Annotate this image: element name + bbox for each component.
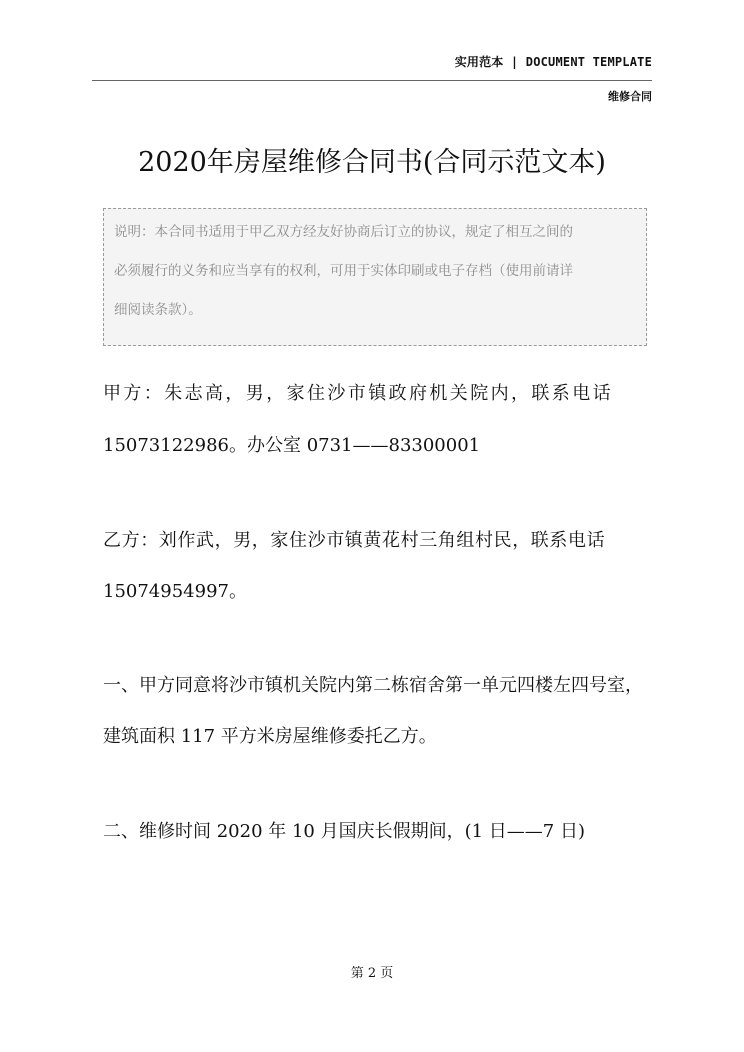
clause-1-line-2: 建筑面积 117 平方米房屋维修委托乙方。 [103, 726, 437, 747]
party-a-line-2: 15073122986。办公室 0731——83300001 [103, 435, 481, 456]
header-subtitle: 维修合同 [608, 90, 652, 103]
note-line: 必须履行的义务和应当享有的权利，可用于实体印刷或电子存档（使用前请详 [114, 263, 573, 279]
party-b-line-2: 15074954997。 [103, 581, 247, 602]
note-line: 说明：本合同书适用于甲乙双方经友好协商后订立的协议，规定了相互之间的 [114, 224, 573, 240]
party-b-line-1: 乙方：刘作武，男，家住沙市镇黄花村三角组村民，联系电话 [103, 530, 606, 551]
clause-2-line-1: 二、维修时间 2020 年 10 月国庆长假期间，(1 日——7 日) [103, 821, 585, 842]
header-brand: 实用范本 | DOCUMENT TEMPLATE [454, 55, 652, 69]
note-line: 细阅读条款）。 [114, 302, 202, 318]
document-title: 2020年房屋维修合同书(合同示范文本) [138, 147, 606, 178]
header-divider [92, 80, 652, 81]
page-number: 第 2 页 [350, 966, 394, 981]
clause-1-line-1: 一、甲方同意将沙市镇机关院内第二栋宿舍第一单元四楼左四号室， [103, 675, 643, 696]
note-box [103, 208, 647, 346]
party-a-line-1: 甲方：朱志高，男，家住沙市镇政府机关院内，联系电话 [103, 383, 613, 404]
